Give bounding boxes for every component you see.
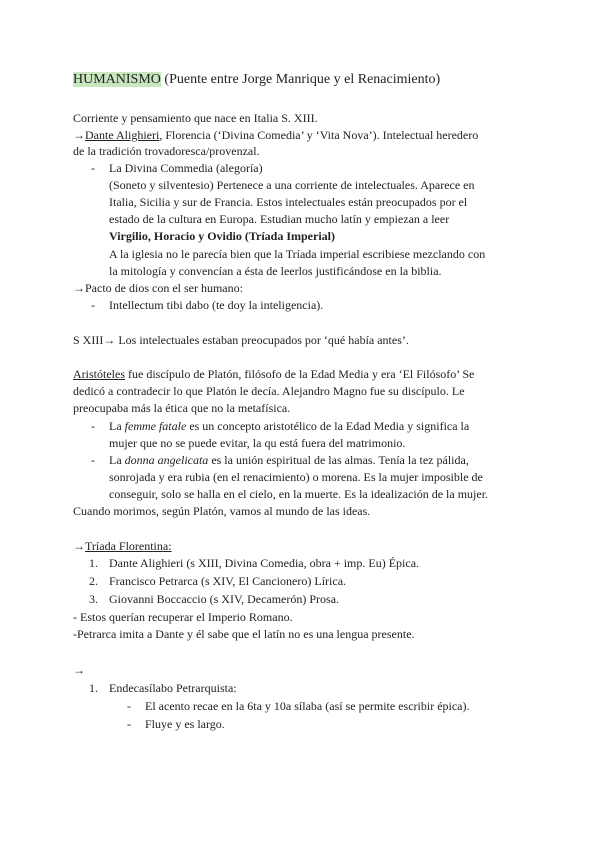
list-item: Giovanni Boccaccio (s XIV, Decamerón) Prosa.: [109, 592, 340, 606]
aristoteles-link-text: Aristóteles: [73, 367, 125, 381]
triada-heading: [73, 538, 172, 554]
paragraph-sxiii: S XIII→ Los intelectuales estaban preocupados por ‘qué había antes’.: [73, 333, 409, 347]
dante-link-text: Dante Alighieri: [85, 128, 160, 142]
paragraph-petrarca: -Petrarca imita a Dante y él sabe que el latín no es una lengua presente.: [73, 627, 415, 641]
arrow-glyph: →: [73, 539, 85, 553]
bullet-commedia-line: la mitología y convencían a ésta de leerlos justificándose en la biblia.: [109, 264, 442, 278]
bullet-commedia-line: (Soneto y silventesio) Pertenece a una corriente de intelectuales. Aparece en: [109, 178, 475, 192]
bullet-donna: [109, 452, 469, 468]
list-item: Dante Alighieri (s XIII, Divina Comedia, obra + imp. Eu) Épica.: [109, 556, 420, 570]
bullet-text: La: [109, 419, 125, 433]
bullet-intellectum: Intellectum tibi dabo (te doy la inteligencia).: [109, 298, 324, 312]
arrow-glyph: →: [73, 663, 85, 677]
bullet-commedia-bold: Virgilio, Horacio y Ovidio (Tríada Imperial): [109, 229, 335, 243]
bullet-dash: -: [127, 699, 131, 713]
bullet-femme-fatale-line: mujer que no se puede evitar, la qu está fuera del matrimonio.: [109, 436, 406, 450]
donna-angelicata-term: donna angelicata: [124, 453, 209, 467]
bullet-dash: -: [91, 298, 95, 312]
paragraph-platon: Cuando morimos, según Platón, vamos al mundo de las ideas.: [73, 504, 371, 518]
bullet-text: La: [109, 453, 125, 467]
list-number: 1.: [89, 681, 98, 695]
title-subtitle: (Puente entre Jorge Manrique y el Renacimiento): [160, 72, 441, 87]
paragraph-dante-cont: de la tradición trovadoresca/provenzal.: [73, 144, 260, 158]
bullet-commedia-line: estado de la cultura en Europa. Estudian mucho latín y empiezan a leer: [109, 212, 450, 226]
title-highlight: HUMANISMO: [73, 72, 161, 87]
bullet-donna-line: sonrojada y era rubia (en el renacimiento) o morena. Es la mujer imposible de: [109, 470, 483, 484]
list-item: Francisco Petrarca (s XIV, El Cancionero) Lírica.: [109, 574, 347, 588]
bullet-dash: -: [127, 717, 131, 731]
bullet-dash: -: [91, 453, 95, 467]
femme-fatale-term: femme fatale: [124, 419, 187, 433]
bullet-commedia-line: Italia, Sicilia y sur de Francia. Estos intelectuales están preocupados por el: [109, 195, 468, 209]
paragraph-pacto: →Pacto de dios con el ser humano:: [73, 281, 243, 295]
paragraph-dante: [73, 127, 478, 143]
paragraph-imperio: - Estos querían recuperar el Imperio Romano.: [73, 610, 293, 624]
list-number: 3.: [89, 592, 98, 606]
bullet-text: es un concepto aristotélico de la Edad Media y significa la: [186, 419, 470, 433]
arrow-glyph: →: [73, 128, 85, 142]
bullet-commedia: La Divina Commedia (alegoría): [109, 161, 263, 175]
bullet-dash: -: [91, 161, 95, 175]
paragraph-origin: Corriente y pensamiento que nace en Italia S. XIII.: [73, 111, 318, 125]
bullet-donna-line: conseguir, solo se halla en el cielo, en la muerte. Es la idealización de la mujer.: [109, 487, 489, 501]
sub-list-item: Fluye y es largo.: [145, 717, 225, 731]
triada-heading-text: Tríada Florentina:: [85, 539, 172, 553]
paragraph-aristoteles-cont: dedicó a contradecir lo que Platón le decía. Alejandro Magno fue su discípulo. Le: [73, 384, 465, 398]
paragraph-aristoteles-cont: preocupaba más la ética que no la metafísica.: [73, 401, 291, 415]
dante-rest: , Florencia (‘Divina Comedia’ y ‘Vita Nova’). Intelectual heredero: [159, 128, 479, 142]
page-title: [73, 71, 440, 89]
aristoteles-rest: fue discípulo de Platón, filósofo de la Edad Media y era ‘El Filósofo’ Se: [125, 367, 475, 381]
list-number: 1.: [89, 556, 98, 570]
list-number: 2.: [89, 574, 98, 588]
sub-list-item: El acento recae en la 6ta y 10a sílaba (así se permite escribir épica).: [145, 699, 470, 713]
bullet-femme-fatale: [109, 418, 469, 434]
bullet-commedia-line: A la iglesia no le parecía bien que la Tríada imperial escribiese mezclando con: [109, 247, 486, 261]
bullet-dash: -: [91, 419, 95, 433]
list-item-endecasilabo: Endecasílabo Petrarquista:: [109, 681, 237, 695]
bullet-text: es la unión espiritual de las almas. Tenía la tez pálida,: [208, 453, 469, 467]
paragraph-aristoteles: [73, 366, 474, 382]
